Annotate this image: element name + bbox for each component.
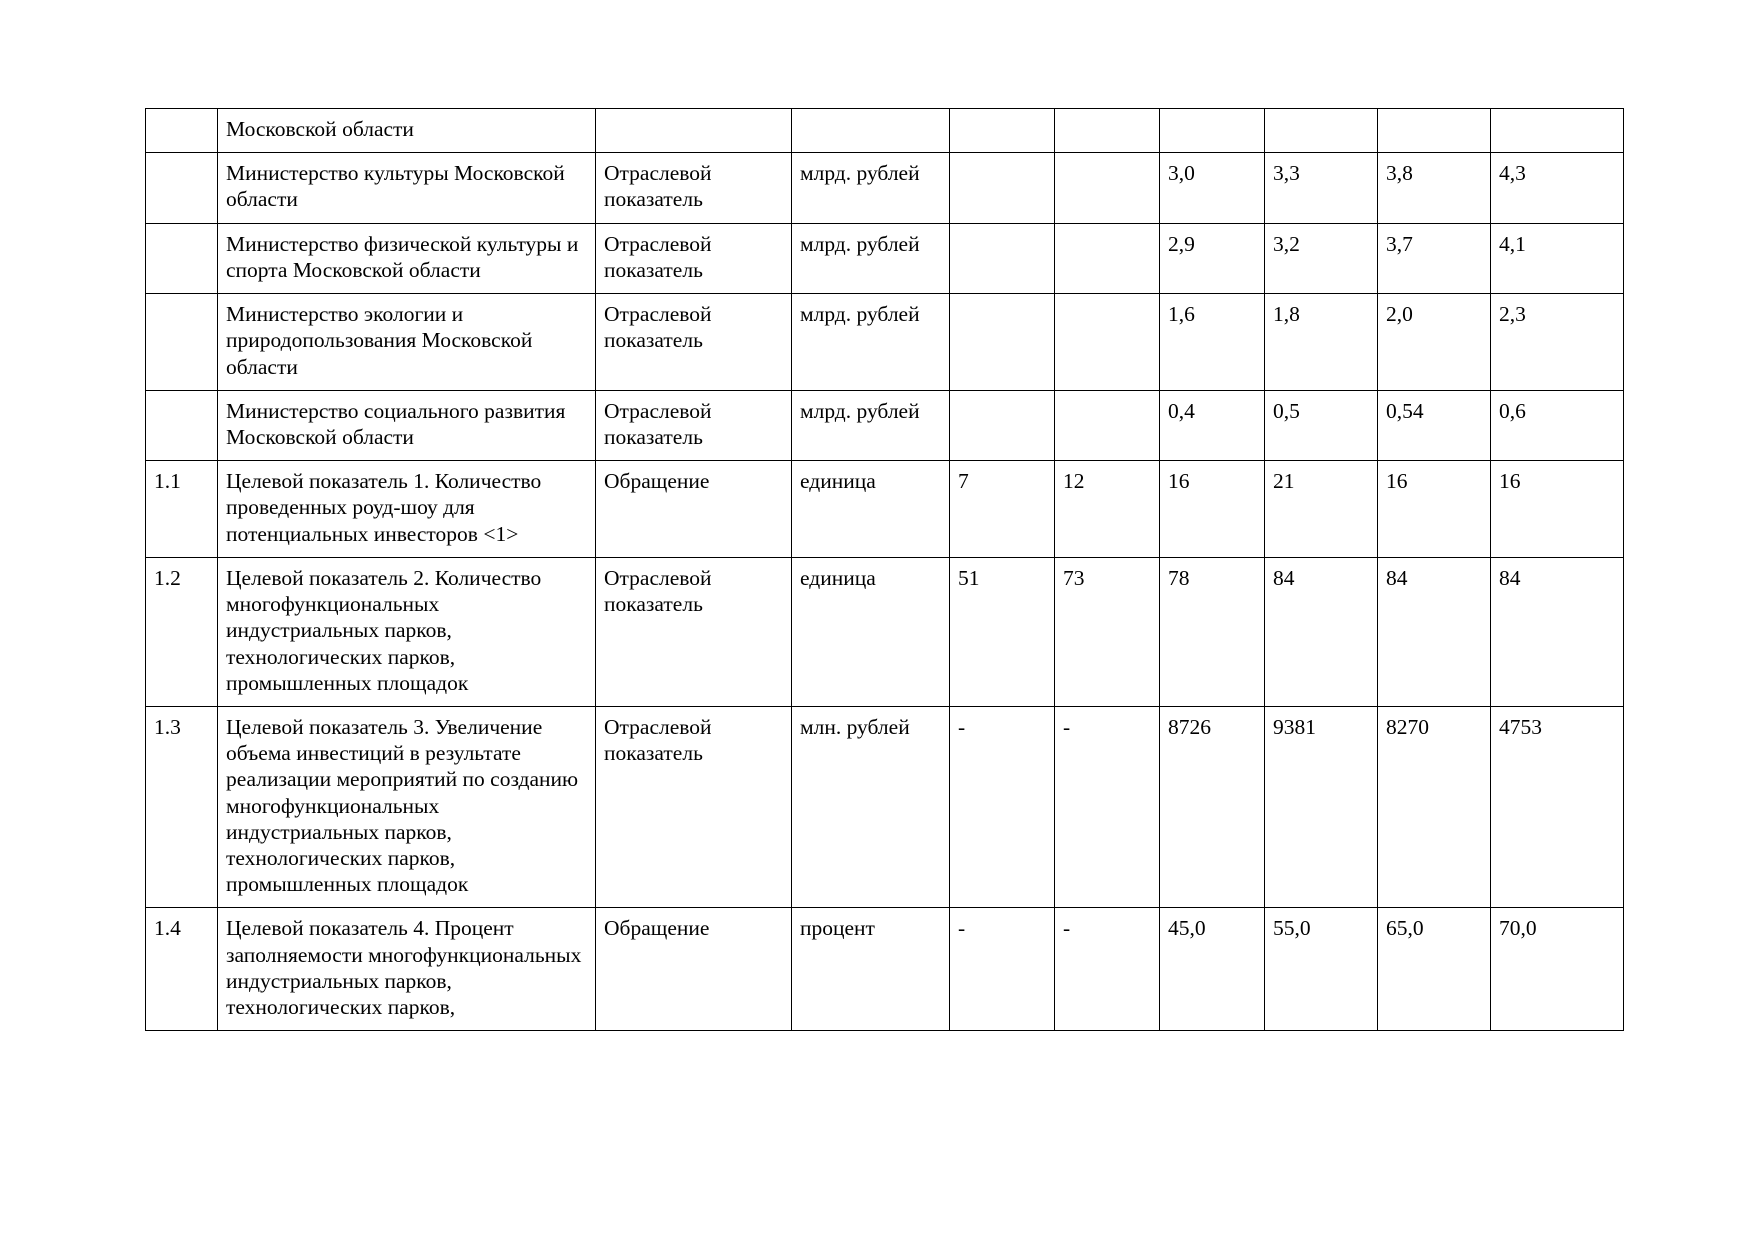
cell-text: процент [800,916,875,941]
cell-y2 [1055,908,1160,1031]
cell-unit [792,706,950,908]
cell-y5 [1378,109,1491,153]
cell-y6 [1491,908,1624,1031]
cell-text: 73 [1063,565,1085,590]
cell-text: млн. рублей [800,714,910,739]
cell-text: Министерство социального развития Московской области [226,398,566,449]
cell-name [218,390,596,460]
cell-text: 0,6 [1499,398,1526,423]
cell-y2 [1055,223,1160,293]
cell-text: Отраслевой показатель [604,398,712,449]
cell-y5 [1378,908,1491,1031]
table-row [146,153,1624,223]
cell-y1 [950,109,1055,153]
cell-y5 [1378,461,1491,558]
cell-text: 0,4 [1168,398,1195,423]
cell-y4 [1265,461,1378,558]
cell-y4 [1265,153,1378,223]
cell-name [218,706,596,908]
cell-text: Отраслевой показатель [604,302,712,353]
cell-type [596,223,792,293]
cell-text: 3,8 [1386,161,1413,186]
cell-text: млрд. рублей [800,398,920,423]
cell-num [146,294,218,391]
cell-y2 [1055,390,1160,460]
cell-text: 84 [1499,565,1521,590]
cell-type [596,706,792,908]
cell-text: 84 [1273,565,1295,590]
cell-text: 2,9 [1168,231,1195,256]
cell-text: 4,3 [1499,161,1526,186]
cell-text: Целевой показатель 3. Увеличение объема инвестиций в результате реализации мероприятий по созданию многофункциональных индустриальных парков, технологических парков, промышленных площадок [226,714,579,897]
table-row [146,461,1624,558]
cell-y2 [1055,461,1160,558]
cell-text: 2,0 [1386,302,1413,327]
cell-text: Целевой показатель 4. Процент заполняемости многофункциональных индустриальных парков, технологических парков, [226,916,582,1020]
cell-text: 84 [1386,565,1408,590]
cell-text: 1,6 [1168,302,1195,327]
cell-text: млрд. рублей [800,231,920,256]
cell-num [146,223,218,293]
cell-text: Московской области [226,117,414,141]
table-row [146,557,1624,706]
cell-text: 8270 [1386,714,1429,739]
cell-y4 [1265,557,1378,706]
cell-text: 2,3 [1499,302,1526,327]
cell-y4 [1265,908,1378,1031]
cell-y4 [1265,294,1378,391]
cell-unit [792,294,950,391]
cell-text: Целевой показатель 2. Количество многофункциональных индустриальных парков, технологических парков, промышленных площадок [226,565,542,695]
cell-type [596,390,792,460]
cell-y5 [1378,390,1491,460]
cell-text: 16 [1386,469,1408,494]
cell-text: 4,1 [1499,231,1526,256]
cell-text: 1,8 [1273,302,1300,327]
cell-text: 4753 [1499,714,1542,739]
cell-y4 [1265,706,1378,908]
cell-y5 [1378,153,1491,223]
cell-text: млрд. рублей [800,302,920,327]
cell-y6 [1491,294,1624,391]
cell-y1 [950,908,1055,1031]
cell-y2 [1055,706,1160,908]
cell-y5 [1378,706,1491,908]
cell-text: Отраслевой показатель [604,714,712,766]
cell-text: Отраслевой показатель [604,565,712,617]
cell-y6 [1491,390,1624,460]
cell-text: 1.1 [154,469,181,494]
cell-text: 51 [958,565,980,590]
table-row [146,390,1624,460]
cell-text: Обращение [604,469,710,494]
cell-text: 1.4 [154,916,181,941]
cell-y6 [1491,706,1624,908]
cell-text: единица [800,469,876,494]
cell-text: 0,5 [1273,398,1300,423]
cell-text: 16 [1499,469,1521,494]
cell-text: Министерство культуры Московской области [226,161,565,212]
cell-num [146,557,218,706]
table-row [146,109,1624,153]
cell-y6 [1491,557,1624,706]
cell-y3 [1160,390,1265,460]
cell-num [146,390,218,460]
cell-text: 21 [1273,469,1295,494]
cell-y6 [1491,223,1624,293]
cell-name [218,294,596,391]
cell-text: 3,0 [1168,161,1195,186]
cell-text: - [958,916,966,941]
cell-y4 [1265,390,1378,460]
cell-text: - [1063,916,1071,941]
cell-num [146,153,218,223]
cell-unit [792,223,950,293]
cell-text: 3,3 [1273,161,1300,186]
cell-text: 0,54 [1386,398,1424,423]
cell-y5 [1378,557,1491,706]
cell-y2 [1055,557,1160,706]
cell-unit [792,153,950,223]
cell-text: - [958,714,966,739]
cell-y3 [1160,223,1265,293]
cell-y3 [1160,557,1265,706]
table-row [146,908,1624,1031]
cell-text: 1.3 [154,714,181,739]
cell-text: 3,7 [1386,231,1413,256]
cell-name [218,461,596,558]
cell-name [218,223,596,293]
cell-text: единица [800,565,876,590]
cell-y3 [1160,294,1265,391]
cell-unit [792,109,950,153]
cell-text: 9381 [1273,714,1316,739]
cell-text: Отраслевой показатель [604,161,712,212]
cell-y1 [950,153,1055,223]
cell-type [596,294,792,391]
cell-y5 [1378,294,1491,391]
cell-num [146,706,218,908]
cell-text: млрд. рублей [800,161,920,186]
cell-y6 [1491,153,1624,223]
cell-y1 [950,223,1055,293]
cell-text: 70,0 [1499,916,1537,941]
cell-name [218,908,596,1031]
cell-text: Министерство экологии и природопользования Московской области [226,302,533,379]
cell-text: 3,2 [1273,231,1300,256]
cell-y4 [1265,223,1378,293]
cell-text: 55,0 [1273,916,1311,941]
cell-type [596,908,792,1031]
cell-y3 [1160,109,1265,153]
cell-y4 [1265,109,1378,153]
cell-unit [792,557,950,706]
cell-y2 [1055,294,1160,391]
cell-num [146,908,218,1031]
cell-text: Отраслевой показатель [604,231,712,282]
cell-text: Министерство физической культуры и спорта Московской области [226,231,579,282]
cell-num [146,461,218,558]
cell-y1 [950,294,1055,391]
cell-text: 78 [1168,565,1190,590]
cell-y6 [1491,461,1624,558]
cell-unit [792,461,950,558]
table-row [146,223,1624,293]
cell-name [218,153,596,223]
cell-text: 65,0 [1386,916,1424,941]
cell-name [218,109,596,153]
cell-y1 [950,706,1055,908]
cell-unit [792,908,950,1031]
cell-y1 [950,557,1055,706]
cell-y1 [950,461,1055,558]
cell-y6 [1491,109,1624,153]
cell-y2 [1055,153,1160,223]
cell-y1 [950,390,1055,460]
cell-text: 12 [1063,469,1085,494]
cell-type [596,109,792,153]
table-body [146,109,1624,1031]
cell-y3 [1160,153,1265,223]
cell-y5 [1378,223,1491,293]
table-row [146,294,1624,391]
cell-text: - [1063,714,1071,739]
cell-text: 45,0 [1168,916,1206,941]
cell-type [596,461,792,558]
table-row [146,706,1624,908]
cell-num [146,109,218,153]
indicators-table [145,108,1624,1031]
cell-name [218,557,596,706]
cell-text: Обращение [604,916,710,941]
cell-unit [792,390,950,460]
cell-text: 1.2 [154,565,181,590]
cell-text: 7 [958,469,969,494]
cell-text: Целевой показатель 1. Количество проведенных роуд-шоу для потенциальных инвесторов <1> [226,469,542,546]
cell-y3 [1160,461,1265,558]
cell-y3 [1160,908,1265,1031]
cell-text: 16 [1168,469,1190,494]
cell-text: 8726 [1168,714,1211,739]
cell-type [596,153,792,223]
cell-y3 [1160,706,1265,908]
cell-type [596,557,792,706]
cell-y2 [1055,109,1160,153]
